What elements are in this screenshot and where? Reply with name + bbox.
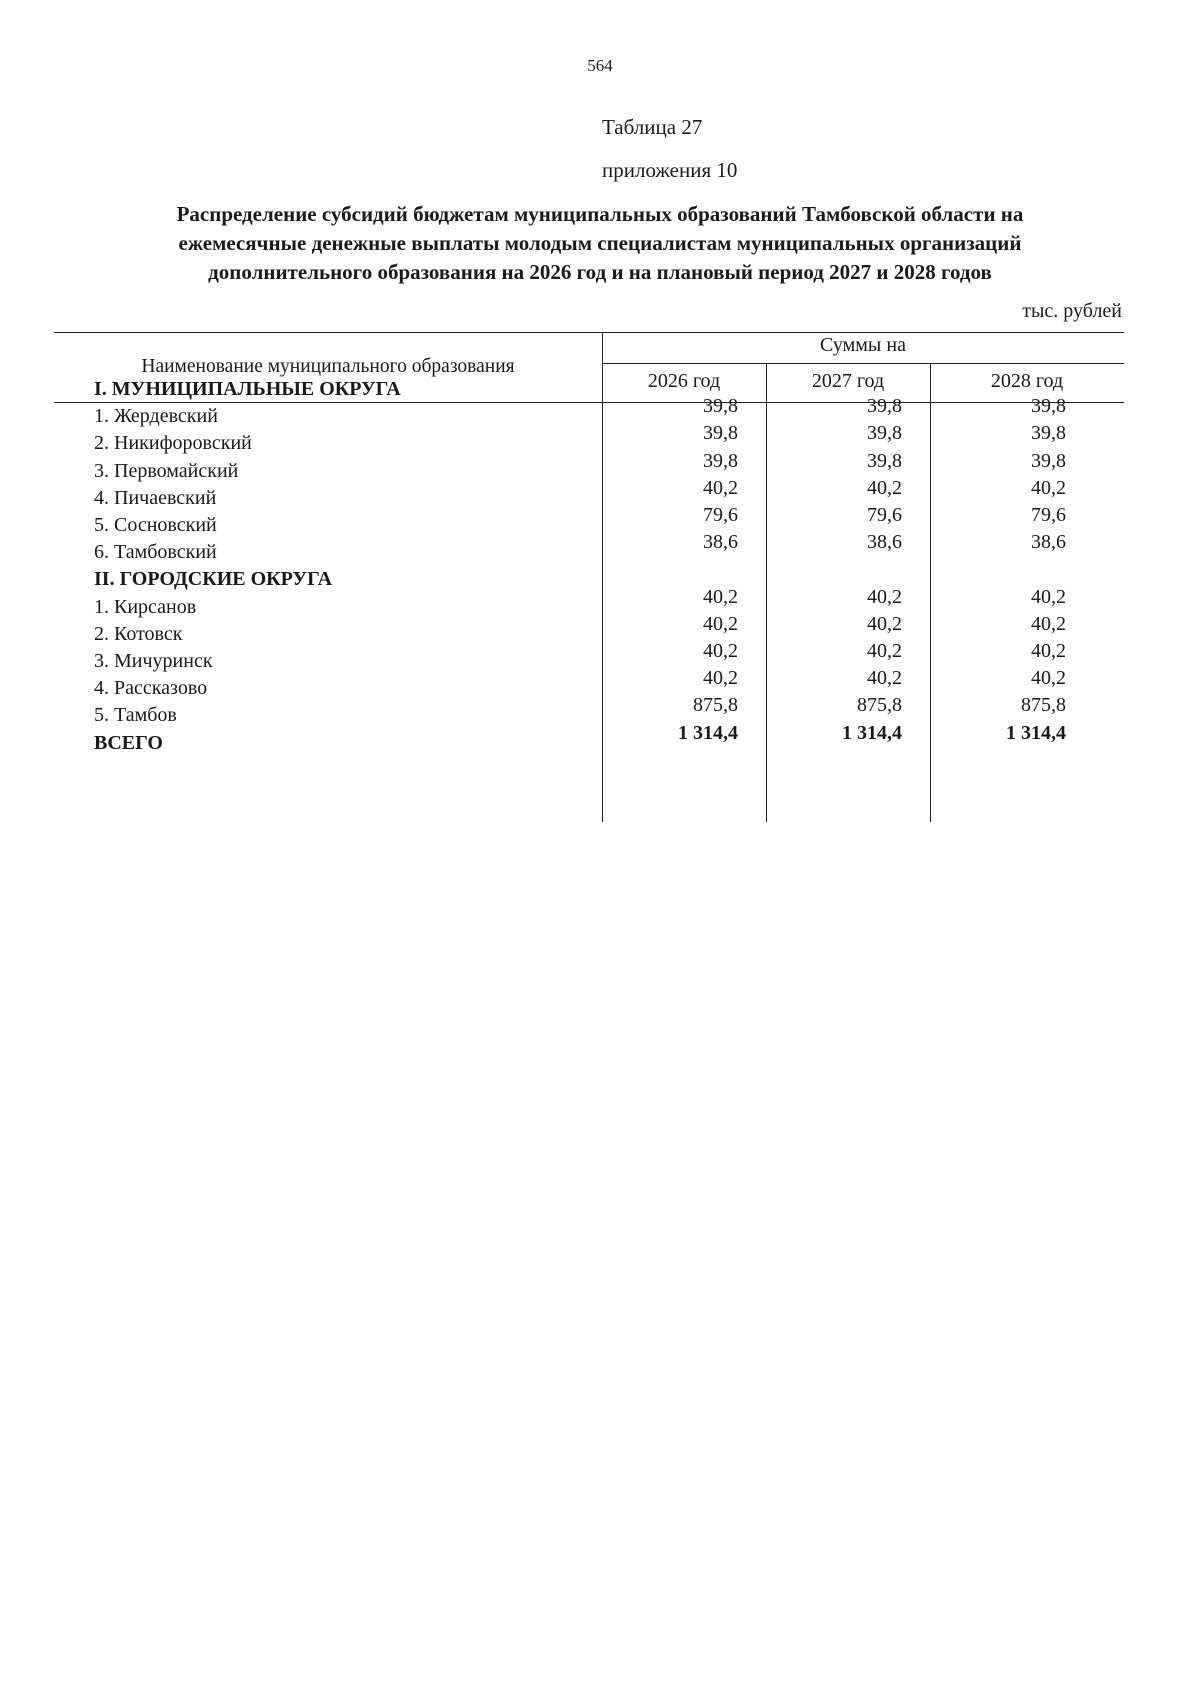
sums-divider-rule bbox=[602, 363, 1124, 364]
units-label: тыс. рублей bbox=[1022, 300, 1122, 322]
value-cell-2027: 40,2 bbox=[867, 585, 902, 608]
value-cell-2027: 40,2 bbox=[867, 640, 902, 662]
value-cell-2028: 39,8 bbox=[1031, 422, 1066, 445]
value-cell-2026: 40,2 bbox=[703, 585, 738, 608]
row-label: 3. Мичуринск bbox=[94, 650, 213, 672]
header-name-column: Наименование муниципального образования bbox=[141, 356, 515, 377]
value-cell-2028: 40,2 bbox=[1031, 667, 1066, 690]
row-label: 3. Первомайский bbox=[94, 459, 239, 482]
total-label: ВСЕГО bbox=[94, 731, 163, 754]
value-cell-2028: 39,8 bbox=[1031, 449, 1066, 472]
page-number: 564 bbox=[587, 56, 613, 75]
value-cell-2027: 39,8 bbox=[867, 395, 902, 418]
value-cell-2027: 1 314,4 bbox=[842, 721, 902, 744]
row-label: 6. Тамбовский bbox=[94, 541, 217, 564]
value-cell-2028: 79,6 bbox=[1031, 504, 1066, 526]
row-label: 4. Пичаевский bbox=[94, 486, 217, 509]
value-cell-2026: 39,8 bbox=[703, 449, 738, 472]
value-cell-2027: 40,2 bbox=[867, 612, 902, 635]
header-year-2026: 2026 год bbox=[647, 370, 721, 392]
value-cell-2028: 1 314,4 bbox=[1006, 721, 1066, 744]
row-label: 5. Сосновский bbox=[94, 514, 217, 536]
value-cell-2026: 79,6 bbox=[703, 504, 738, 526]
value-cell-2027: 79,6 bbox=[867, 504, 902, 526]
value-cell-2028: 40,2 bbox=[1031, 612, 1066, 635]
section-heading: I. МУНИЦИПАЛЬНЫЕ ОКРУГА bbox=[94, 378, 401, 400]
value-cell-2026: 1 314,4 bbox=[678, 721, 738, 744]
row-label: 2. Никифоровский bbox=[94, 432, 252, 455]
value-cell-2026: 38,6 bbox=[703, 531, 738, 554]
table-label-line2: приложения 10 bbox=[602, 158, 738, 182]
row-label: 4. Рассказово bbox=[94, 677, 208, 700]
row-label: 2. Котовск bbox=[94, 622, 183, 645]
table-label-line1: Таблица 27 bbox=[602, 115, 703, 139]
value-cell-2026: 39,8 bbox=[703, 422, 738, 445]
header-sums: Суммы на bbox=[820, 334, 906, 356]
value-cell-2027: 875,8 bbox=[857, 694, 902, 717]
header-year-2028: 2028 год bbox=[990, 370, 1064, 392]
value-cell-2028: 40,2 bbox=[1031, 585, 1066, 608]
section-heading: II. ГОРОДСКИЕ ОКРУГА bbox=[94, 568, 333, 591]
value-cell-2027: 40,2 bbox=[867, 667, 902, 690]
value-cell-2028: 38,6 bbox=[1031, 531, 1066, 554]
title-line: дополнительного образования на 2026 год и на плановый период 2027 и 2028 годов bbox=[208, 260, 992, 284]
value-cell-2028: 40,2 bbox=[1031, 476, 1066, 499]
table-top-rule bbox=[54, 332, 1124, 333]
title-line: Распределение субсидий бюджетам муниципальных образований Тамбовской области на bbox=[176, 202, 1024, 226]
value-cell-2027: 39,8 bbox=[867, 449, 902, 472]
row-label: 1. Кирсанов bbox=[94, 595, 197, 618]
row-label: 5. Тамбов bbox=[94, 704, 177, 727]
value-cell-2026: 40,2 bbox=[703, 640, 738, 662]
value-cell-2028: 40,2 bbox=[1031, 640, 1066, 662]
value-cell-2028: 875,8 bbox=[1021, 694, 1066, 717]
title-line: ежемесячные денежные выплаты молодым специалистам муниципальных организаций bbox=[178, 231, 1022, 255]
value-cell-2028: 39,8 bbox=[1031, 395, 1066, 418]
value-cell-2027: 39,8 bbox=[867, 422, 902, 445]
value-cell-2026: 40,2 bbox=[703, 612, 738, 635]
value-cell-2027: 40,2 bbox=[867, 476, 902, 499]
row-label: 1. Жердевский bbox=[94, 405, 218, 428]
distribution-table bbox=[54, 332, 1124, 822]
document-title bbox=[60, 200, 1140, 287]
header-year-2027: 2027 год bbox=[811, 370, 885, 392]
value-cell-2026: 40,2 bbox=[703, 476, 738, 499]
value-cell-2027: 38,6 bbox=[867, 531, 902, 554]
value-cell-2026: 40,2 bbox=[703, 667, 738, 690]
value-cell-2026: 875,8 bbox=[693, 694, 738, 717]
value-cell-2026: 39,8 bbox=[703, 395, 738, 418]
